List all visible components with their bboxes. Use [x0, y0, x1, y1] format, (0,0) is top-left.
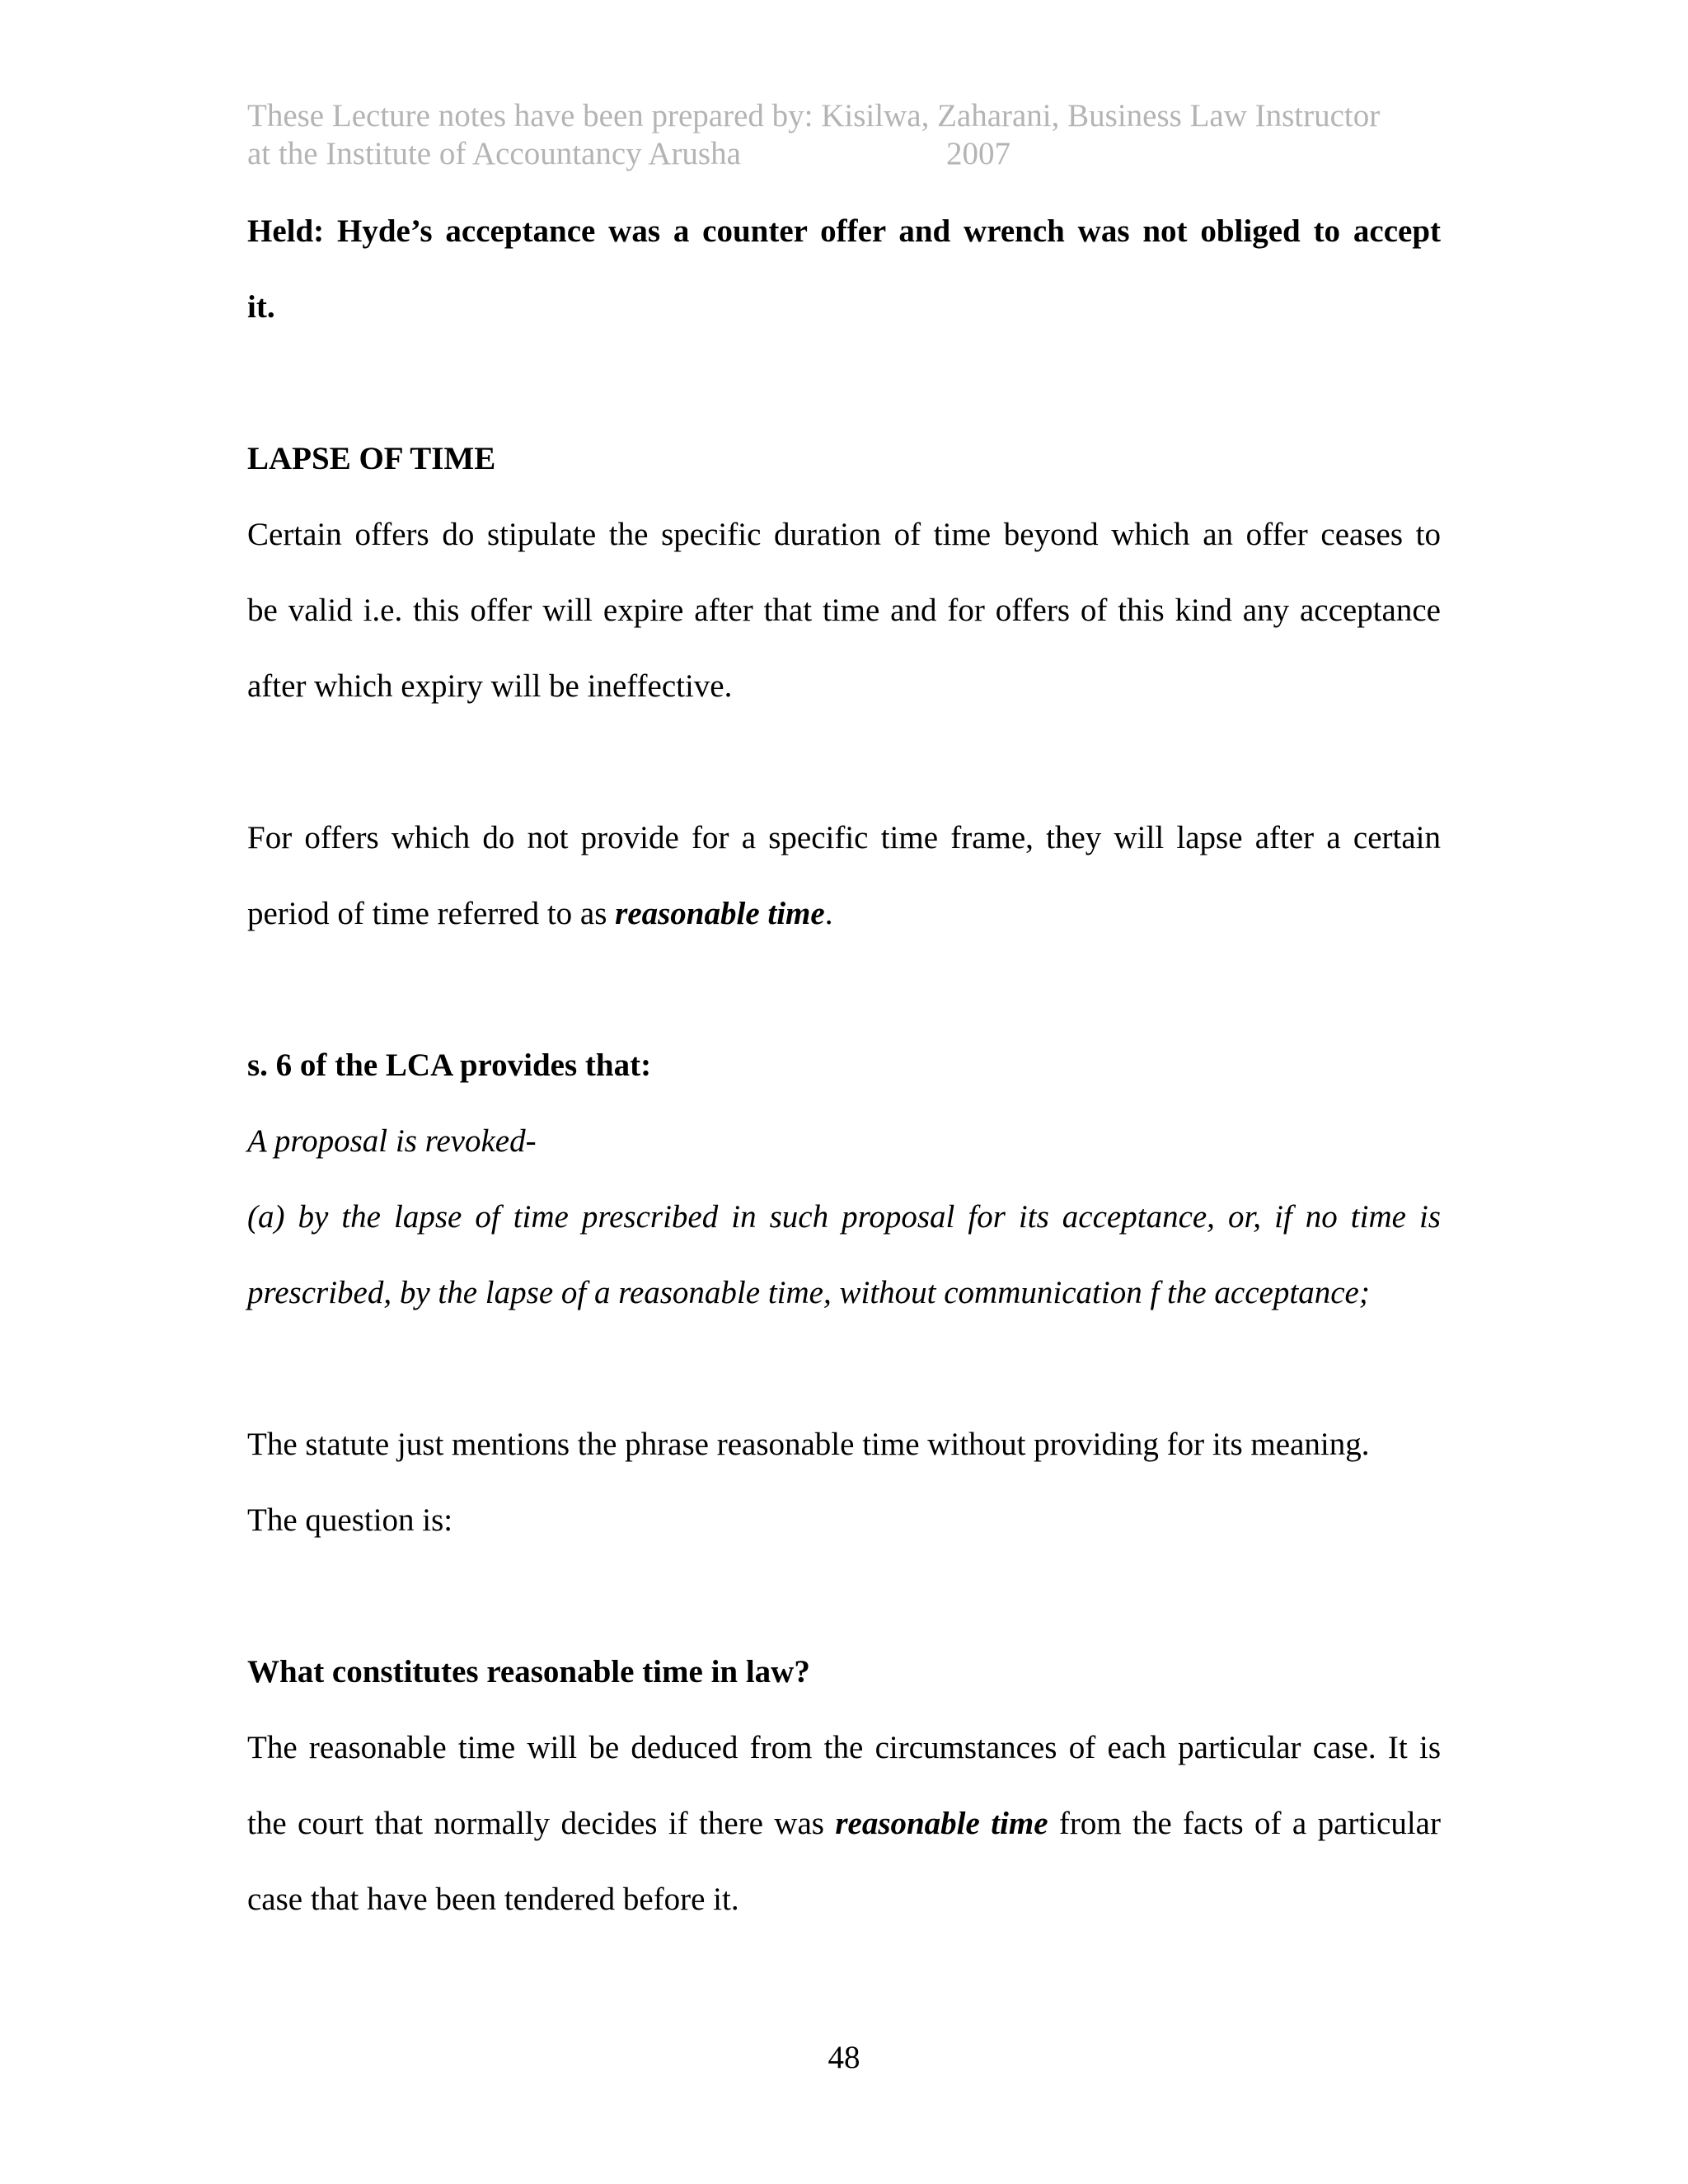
header-line-1: These Lecture notes have been prepared by: Kisilwa, Zaharani, Business Law Instructor [247, 98, 1381, 134]
quote-line-3: prescribed, by the lapse of a reasonable time, without communication f the acceptance; [247, 1275, 1370, 1310]
header-year: 2007 [946, 136, 1010, 171]
question-heading: What constitutes reasonable time in law? [247, 1654, 810, 1690]
page-number: 48 [828, 2040, 860, 2075]
header-institute: at the Institute of Accountancy Arusha [247, 136, 741, 171]
para4-line-2-text: the court that normally decides if there was [247, 1806, 836, 1841]
quote-line-1: A proposal is revoked- [247, 1123, 537, 1159]
para4-line-1: The reasonable time will be deduced from the circumstances of each particular case. It is [247, 1730, 1441, 1765]
para1-line-1: Certain offers do stipulate the specific duration of time beyond which an offer ceases to [247, 517, 1441, 552]
quote-line-2: (a) by the lapse of time prescribed in such proposal for its acceptance, or, if no time is [247, 1199, 1441, 1235]
para3-line-1: The statute just mentions the phrase reasonable time without providing for its meaning. [247, 1427, 1370, 1462]
para4-line-3: case that have been tendered before it. [247, 1882, 739, 1917]
para2-line-2-end: . [824, 896, 833, 931]
para3-line-2: The question is: [247, 1502, 453, 1538]
para2-line-2 [247, 895, 1441, 933]
para1-line-3: after which expiry will be ineffective. [247, 668, 733, 704]
header-line-2 [247, 135, 1010, 173]
para4-line-2-end: from the facts of a particular [1048, 1806, 1441, 1841]
lapse-of-time-heading: LAPSE OF TIME [247, 441, 496, 476]
section-6-heading: s. 6 of the LCA provides that: [247, 1047, 652, 1083]
para4-line-2 [247, 1805, 1441, 1843]
reasonable-time-emphasis-2: reasonable time [835, 1806, 1048, 1841]
para2-line-1: For offers which do not provide for a specific time frame, they will lapse after a certain [247, 820, 1441, 855]
held-line-1: Held: Hyde’s acceptance was a counter offer and wrench was not obliged to accept [247, 213, 1441, 249]
reasonable-time-emphasis: reasonable time [615, 896, 825, 931]
para1-line-2: be valid i.e. this offer will expire after that time and for offers of this kind any acceptance [247, 593, 1441, 628]
held-line-2: it. [247, 289, 275, 325]
para2-line-2-text: period of time referred to as [247, 896, 616, 931]
